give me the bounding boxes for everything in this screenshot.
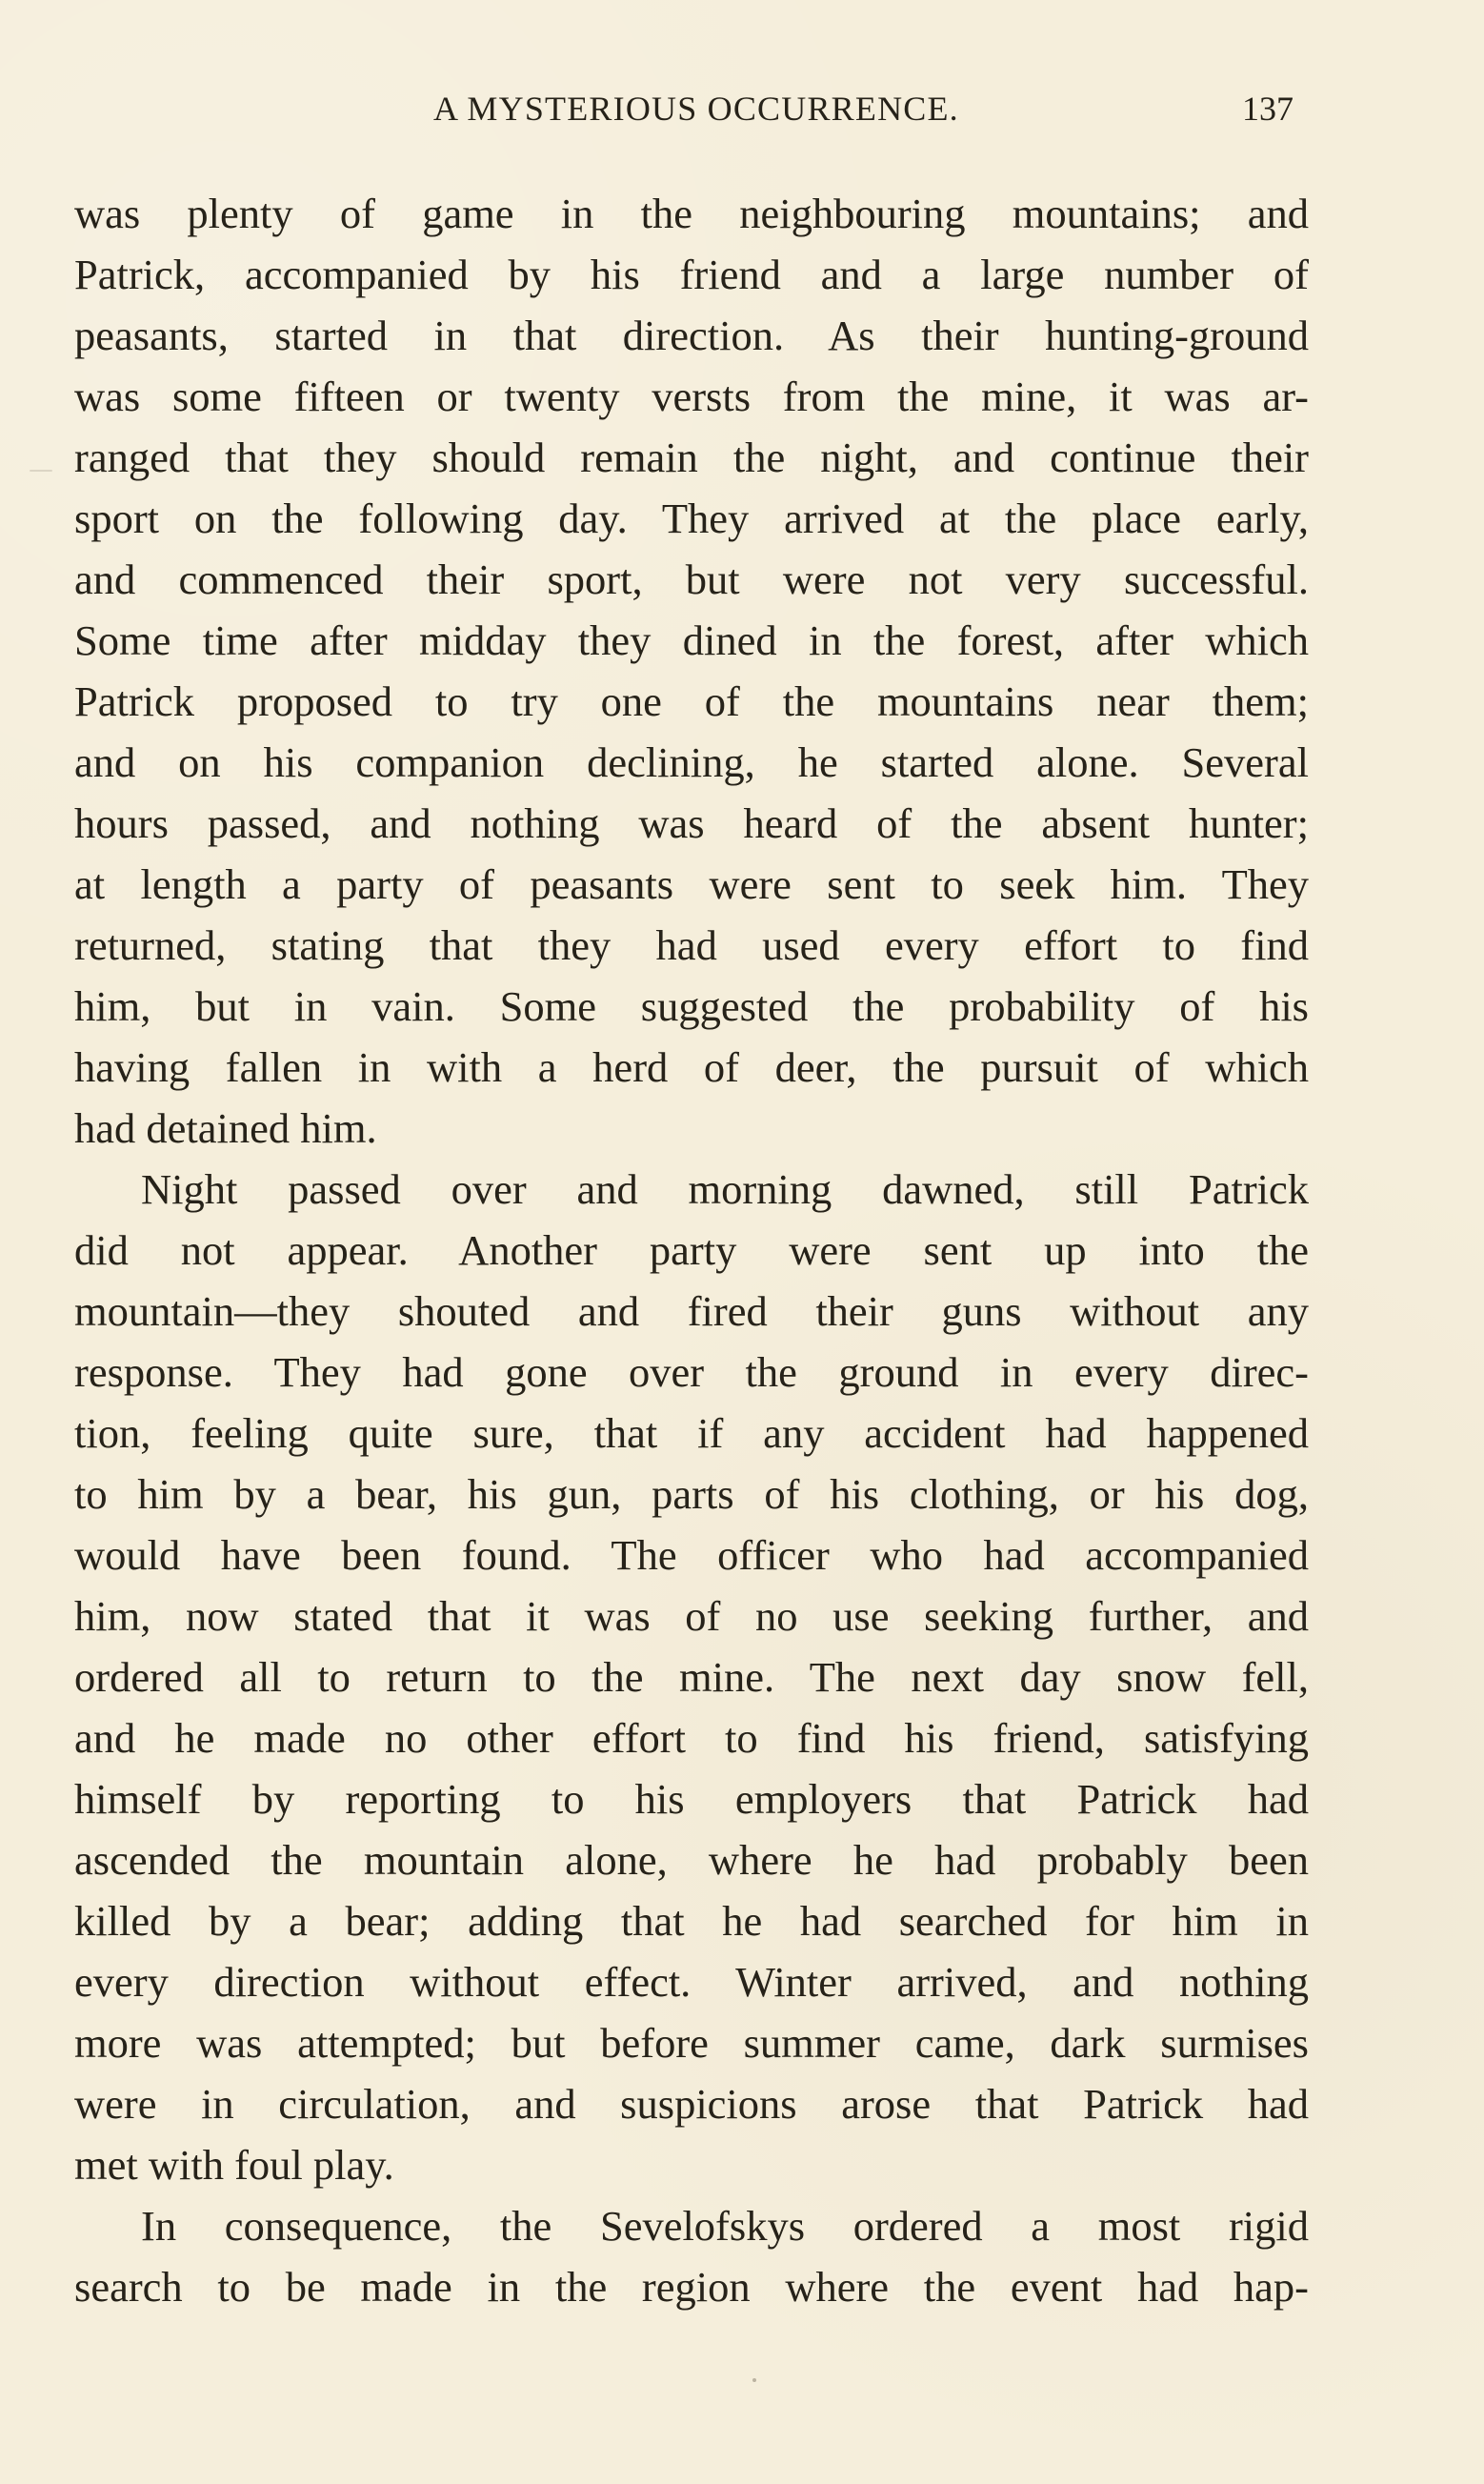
text-line: would have been found. The officer who had accompanied [74,1531,1309,1579]
text-line: returned, stating that they had used every effort to find [74,921,1309,969]
text-line: having fallen in with a herd of deer, the pursuit of which [74,1043,1309,1091]
text-line: Some time after midday they dined in the forest, after which [74,616,1309,664]
page-number: 137 [1242,90,1293,128]
text-line: search to be made in the region where the event had hap- [74,2263,1309,2311]
text-line: killed by a bear; adding that he had searched for him in [74,1897,1309,1945]
paper-speck [752,2378,756,2382]
text-line: and he made no other effort to find his friend, satisfying [74,1714,1309,1762]
text-line: every direction without effect. Winter arrived, and nothing [74,1958,1309,2006]
text-line: response. They had gone over the ground in every direc- [74,1348,1309,1396]
text-line: ranged that they should remain the night, and continue their [74,434,1309,481]
paragraph-end-line: met with foul play. [74,2141,394,2189]
text-line: were in circulation, and suspicions arose that Patrick had [74,2080,1309,2128]
paper-mark [30,470,52,472]
text-line: hours passed, and nothing was heard of the absent hunter; [74,799,1309,847]
text-line: and on his companion declining, he started alone. Several [74,738,1309,786]
text-line: ordered all to return to the mine. The next day snow fell, [74,1653,1309,1701]
text-line: more was attempted; but before summer came, dark surmises [74,2019,1309,2067]
text-line: peasants, started in that direction. As their hunting-ground [74,312,1309,359]
paragraph-start-line: Night passed over and morning dawned, still Patrick [141,1165,1309,1213]
text-line: him, but in vain. Some suggested the probability of his [74,982,1309,1030]
text-line: sport on the following day. They arrived at the place early, [74,495,1309,542]
text-line: Patrick proposed to try one of the mountains near them; [74,677,1309,725]
text-line: at length a party of peasants were sent to seek him. They [74,860,1309,908]
body-text [74,183,1309,2317]
text-line: ascended the mountain alone, where he had probably been [74,1836,1309,1884]
running-header [0,88,1484,130]
text-line: Patrick, accompanied by his friend and a large number of [74,251,1309,298]
text-line: did not appear. Another party were sent up into the [74,1226,1309,1274]
text-line: tion, feeling quite sure, that if any accident had happened [74,1409,1309,1457]
chapter-title: A MYSTERIOUS OCCURRENCE. [433,90,959,128]
paragraph-start-line: In consequence, the Sevelofskys ordered a most rigid [141,2202,1309,2250]
text-line: himself by reporting to his employers that Patrick had [74,1775,1309,1823]
text-line: him, now stated that it was of no use seeking further, and [74,1592,1309,1640]
text-line: was some fifteen or twenty versts from the mine, it was ar- [74,373,1309,420]
text-line: to him by a bear, his gun, parts of his clothing, or his dog, [74,1470,1309,1518]
text-line: and commenced their sport, but were not very successful. [74,555,1309,603]
text-line: mountain—they shouted and fired their guns without any [74,1287,1309,1335]
paragraph-end-line: had detained him. [74,1104,377,1152]
text-line: was plenty of game in the neighbouring mountains; and [74,190,1309,237]
